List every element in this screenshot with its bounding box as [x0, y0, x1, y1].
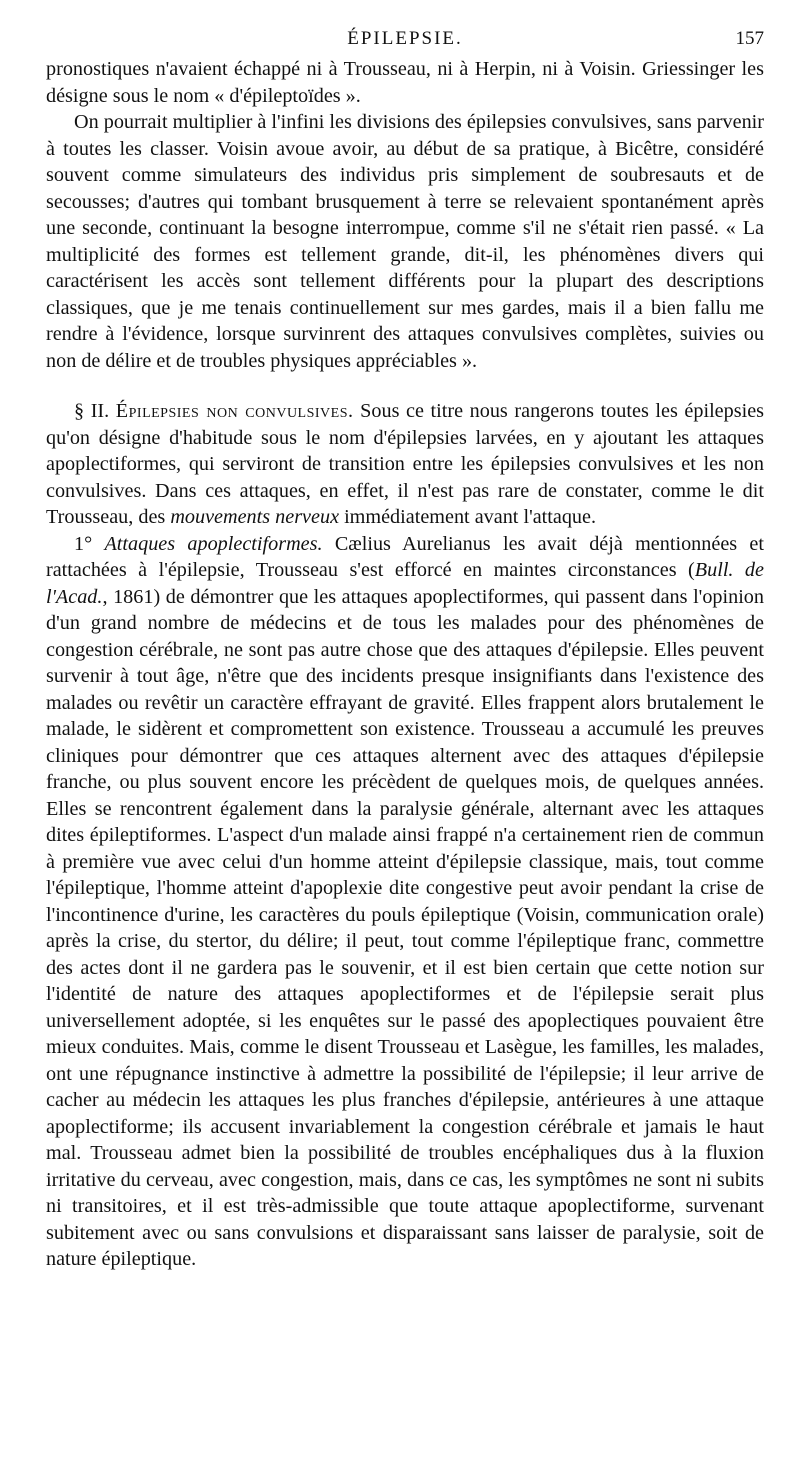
section-text-a: Sous ce titre nous rangerons toutes les épilepsies qu'on désigne d'habitude sous le nom d'épilepsies larvées, en y ajoutant les attaques apoplectiformes, qui serviront de transition entre les épilepsies convulsives et les non convulsives. Dans ces attaques, en effet, il n'est pas rare de constater, comme le dit Trousseau, des: [46, 400, 765, 528]
emphasis-mouvements-nerveux: mouvements nerveux: [170, 506, 340, 528]
citation-bull-acad: Bull. de l'Acad.: [46, 559, 764, 608]
section-heading: Épilepsies non convulsives.: [115, 400, 354, 422]
section-mark: § II.: [74, 400, 110, 422]
subsection-heading: Attaques apoplectiformes.: [104, 532, 323, 555]
apoplectiform-text-b: , 1861) de démontrer que les attaques apoplectiformes, qui passent dans l'opinion d'un grand nombre de médecins et de tous les malades pour des phénomènes de congestion cérébrale, ne sont pas autre chose que des attaques d'épilepsie. Elles peuvent survenir à tout âge, n'être que des incidents presque insignifiants dans l'existence des malades ou revêtir un caractère effrayant de gravité. Elles frappent alors brutalement le malade, le sidèrent et compromettent son existence. Trousseau a accumulé les preuves cliniques pour démontrer que ces attaques alternent avec des attaques d'épilepsie franche, ou plus souvent encore les précèdent de quelques mois, de quelques années. Elles se rencontrent également dans la paralysie générale, alternant avec les attaques dites épileptiformes. L'aspect d'un malade ainsi frappé n'a certainement rien de commun à première vue avec celui d'un homme atteint d'épilepsie classique, mais, tout comme l'épileptique, l'homme atteint d'apoplexie dite congestive peut avoir pendant la crise de l'incontinence d'urine, les caractères du pouls épileptique (Voisin, communication orale) après la crise, du stertor, du délire; il peut, tout comme l'épileptique franc, commettre des actes dont il ne gardera pas le souvenir, et il est bien certain que cette notion sur l'identité de nature des attaques apoplectiformes et de l'épilepsie serait plus universellement adoptée, si les enquêtes sur le passé des apoplectiques pouvaient être mieux conduites. Mais, comme le disent Trousseau et Lasègue, les familles, les malades, ont une répugnance instinctive à admettre la possibilité de l'épilepsie; il leur arrive de cacher au médecin les attaques les plus franches d'épilepsie, antérieures à une attaque apoplectiforme; ils accusent invariablement la congestion cérébrale et jamais le haut mal. Trousseau admet bien la possibilité de troubles encéphaliques dus à la fluxion irritative du cerveau, avec congestion, mais, dans ce cas, les symptômes ne sont ni subits ni transitoires, et il est très-admissible que toute attaque apoplectiforme, survenant subitement avec ou sans convulsions et disparaissant sans laisser de paralysie, soit de nature épileptique.: [46, 585, 764, 1270]
paragraph-apoplectiform: [46, 531, 764, 1273]
section-text-b: immédiatement avant l'attaque.: [339, 506, 597, 528]
running-title: ÉPILEPSIE.: [347, 28, 463, 49]
apoplectiform-text-a: Cælius Aurelianus les avait déjà mentionnées et rattachées à l'épilepsie, Trousseau s'est efforcé en maintes circonstances (: [46, 532, 764, 581]
paragraph-convulsive-divisions: On pourrait multiplier à l'infini les divisions des épilepsies convulsives, sans parvenir à toutes les classer. Voisin avoue avoir, au début de sa pratique, à Bicêtre, considéré souvent comme simulateurs des individus pris simplement de soubresauts et de secousses; d'autres qui tombant brusquement à terre se relevaient spontanément après une seconde, continuant la besogne interrompue, comme s'il ne s'était rien passé. « La multiplicité des formes est tellement grande, dit-il, les phénomènes divers qui caractérisent les accès sont tellement différents pour la plupart des descriptions classiques, que je me tenais continuellement sur mes gardes, mais il a bien fallu me rendre à l'évidence, lorsque survinrent des attaques convulsives complètes, suivies ou non de délire et de troubles physiques appréciables ».: [46, 111, 764, 372]
running-head: [46, 26, 764, 56]
page-number: 157: [735, 28, 764, 49]
book-page: [46, 26, 764, 1273]
body-text: [46, 56, 764, 1273]
paragraph-section-ii: [46, 398, 764, 531]
paragraph-continuation: pronostiques n'avaient échappé ni à Trousseau, ni à Herpin, ni à Voisin. Griessinger les désigne sous le nom « d'épileptoïdes ».: [46, 58, 764, 107]
subsection-number: 1°: [74, 532, 93, 555]
